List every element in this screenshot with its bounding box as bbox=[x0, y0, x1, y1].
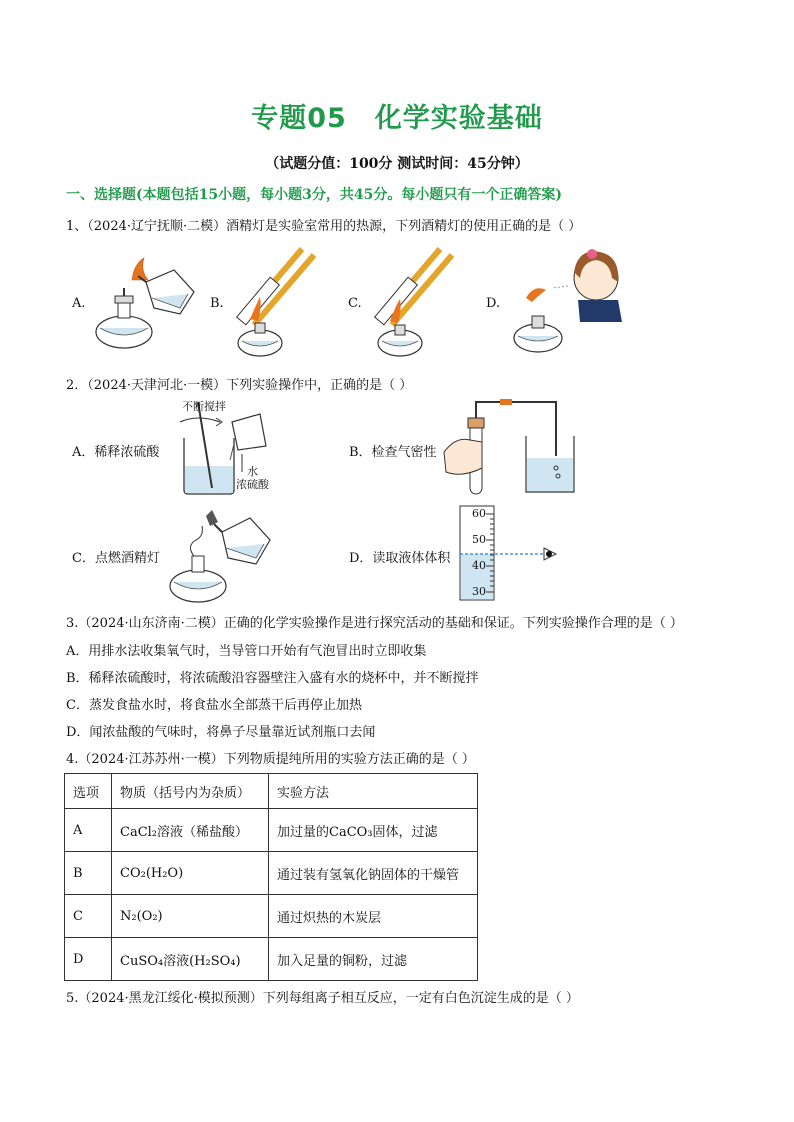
q2c-lighting-figure bbox=[166, 506, 276, 606]
table-cell: 通过装有氢氧化钠固体的干燥管 bbox=[269, 852, 478, 895]
title-number: 专题05 bbox=[251, 103, 347, 134]
table-header-cell: 实验方法 bbox=[269, 774, 478, 809]
table-cell: 通过炽热的木炭层 bbox=[269, 895, 478, 938]
q3-option-c: C．蒸发食盐水时，将食盐水全部蒸干后再停止加热 bbox=[66, 698, 362, 713]
q2d-scale-50: 50 bbox=[472, 533, 486, 546]
q2d-scale-30: 30 bbox=[472, 585, 486, 598]
table-row bbox=[65, 809, 478, 852]
table-cell: 加过量的CaCO₃固体，过滤 bbox=[269, 809, 478, 852]
table-row bbox=[65, 852, 478, 895]
table-cell: CO₂(H₂O) bbox=[112, 852, 269, 895]
table-cell: C bbox=[65, 895, 112, 938]
page-title bbox=[0, 96, 794, 135]
question-5-stem: 5.（2024·黑龙江绥化·模拟预测）下列每组离子相互反应，一定有白色沉淀生成的是（ ） bbox=[66, 991, 579, 1006]
q1-option-b-label: B. bbox=[210, 296, 224, 311]
table-cell: CuSO₄溶液(H₂SO₄) bbox=[112, 938, 269, 981]
q1-option-a-label: A. bbox=[72, 296, 86, 311]
q2-option-d-label: D．读取液体体积 bbox=[349, 551, 451, 566]
q2a-water-label: 水 bbox=[247, 465, 258, 478]
question-2-stem: 2．（2024·天津河北·一模）下列实验操作中，正确的是（ ） bbox=[66, 378, 413, 393]
q2b-airtight-figure bbox=[438, 396, 578, 500]
q1-option-c-label: C. bbox=[348, 296, 362, 311]
table-cell: D bbox=[65, 938, 112, 981]
title-text: 化学实验基础 bbox=[374, 103, 543, 134]
q1d-blowing-figure bbox=[508, 238, 628, 360]
q2-option-b-label: B．检查气密性 bbox=[349, 445, 437, 460]
table-cell: B bbox=[65, 852, 112, 895]
question-3-stem: 3.（2024·山东济南·二模）正确的化学实验操作是进行探究活动的基础和保证。下列实验操作合理的是（ ） bbox=[66, 616, 683, 631]
q1b-heating-figure bbox=[230, 245, 340, 360]
q2-option-c-label: C．点燃酒精灯 bbox=[72, 551, 160, 566]
q2d-scale-60: 60 bbox=[472, 507, 486, 520]
page-subtitle: （试题分值：100分 测试时间：45分钟） bbox=[265, 156, 529, 172]
table-header-row bbox=[65, 774, 478, 809]
q3-option-d: D．闻浓盐酸的气味时，将鼻子尽量靠近试剂瓶口去闻 bbox=[66, 725, 376, 740]
q2d-scale-40: 40 bbox=[472, 559, 486, 572]
table-cell: N₂(O₂) bbox=[112, 895, 269, 938]
q2-option-a-label: A．稀释浓硫酸 bbox=[72, 445, 160, 460]
q2a-acid-label: 浓硫酸 bbox=[236, 478, 269, 491]
q3-option-b: B．稀释浓硫酸时，将浓硫酸沿容器壁注入盛有水的烧杯中，并不断搅拌 bbox=[66, 671, 479, 686]
q4-table bbox=[64, 773, 478, 981]
table-cell: CaCl₂溶液（稀盐酸） bbox=[112, 809, 269, 852]
question-1-stem: 1、（2024·辽宁抚顺·二模）酒精灯是实验室常用的热源，下列酒精灯的使用正确的是（ ） bbox=[66, 219, 582, 234]
table-row bbox=[65, 938, 478, 981]
q1a-lamp-to-lamp-figure bbox=[94, 252, 204, 352]
q1-option-d-label: D. bbox=[486, 296, 501, 311]
question-4-stem: 4.（2024·江苏苏州·一模）下列物质提纯所用的实验方法正确的是（ ） bbox=[66, 752, 475, 767]
table-header-cell: 物质（括号内为杂质） bbox=[112, 774, 269, 809]
table-row bbox=[65, 895, 478, 938]
section-heading: 一、选择题(本题包括15小题，每小题3分，共45分。每小题只有一个正确答案) bbox=[66, 187, 562, 203]
q3-option-a: A．用排水法收集氧气时，当导管口开始有气泡冒出时立即收集 bbox=[66, 644, 427, 659]
q2a-stir-label: 不断搅拌 bbox=[182, 400, 226, 413]
table-cell: 加入足量的铜粉，过滤 bbox=[269, 938, 478, 981]
q1c-heating-figure bbox=[368, 245, 478, 360]
table-cell: A bbox=[65, 809, 112, 852]
table-header-cell: 选项 bbox=[65, 774, 112, 809]
